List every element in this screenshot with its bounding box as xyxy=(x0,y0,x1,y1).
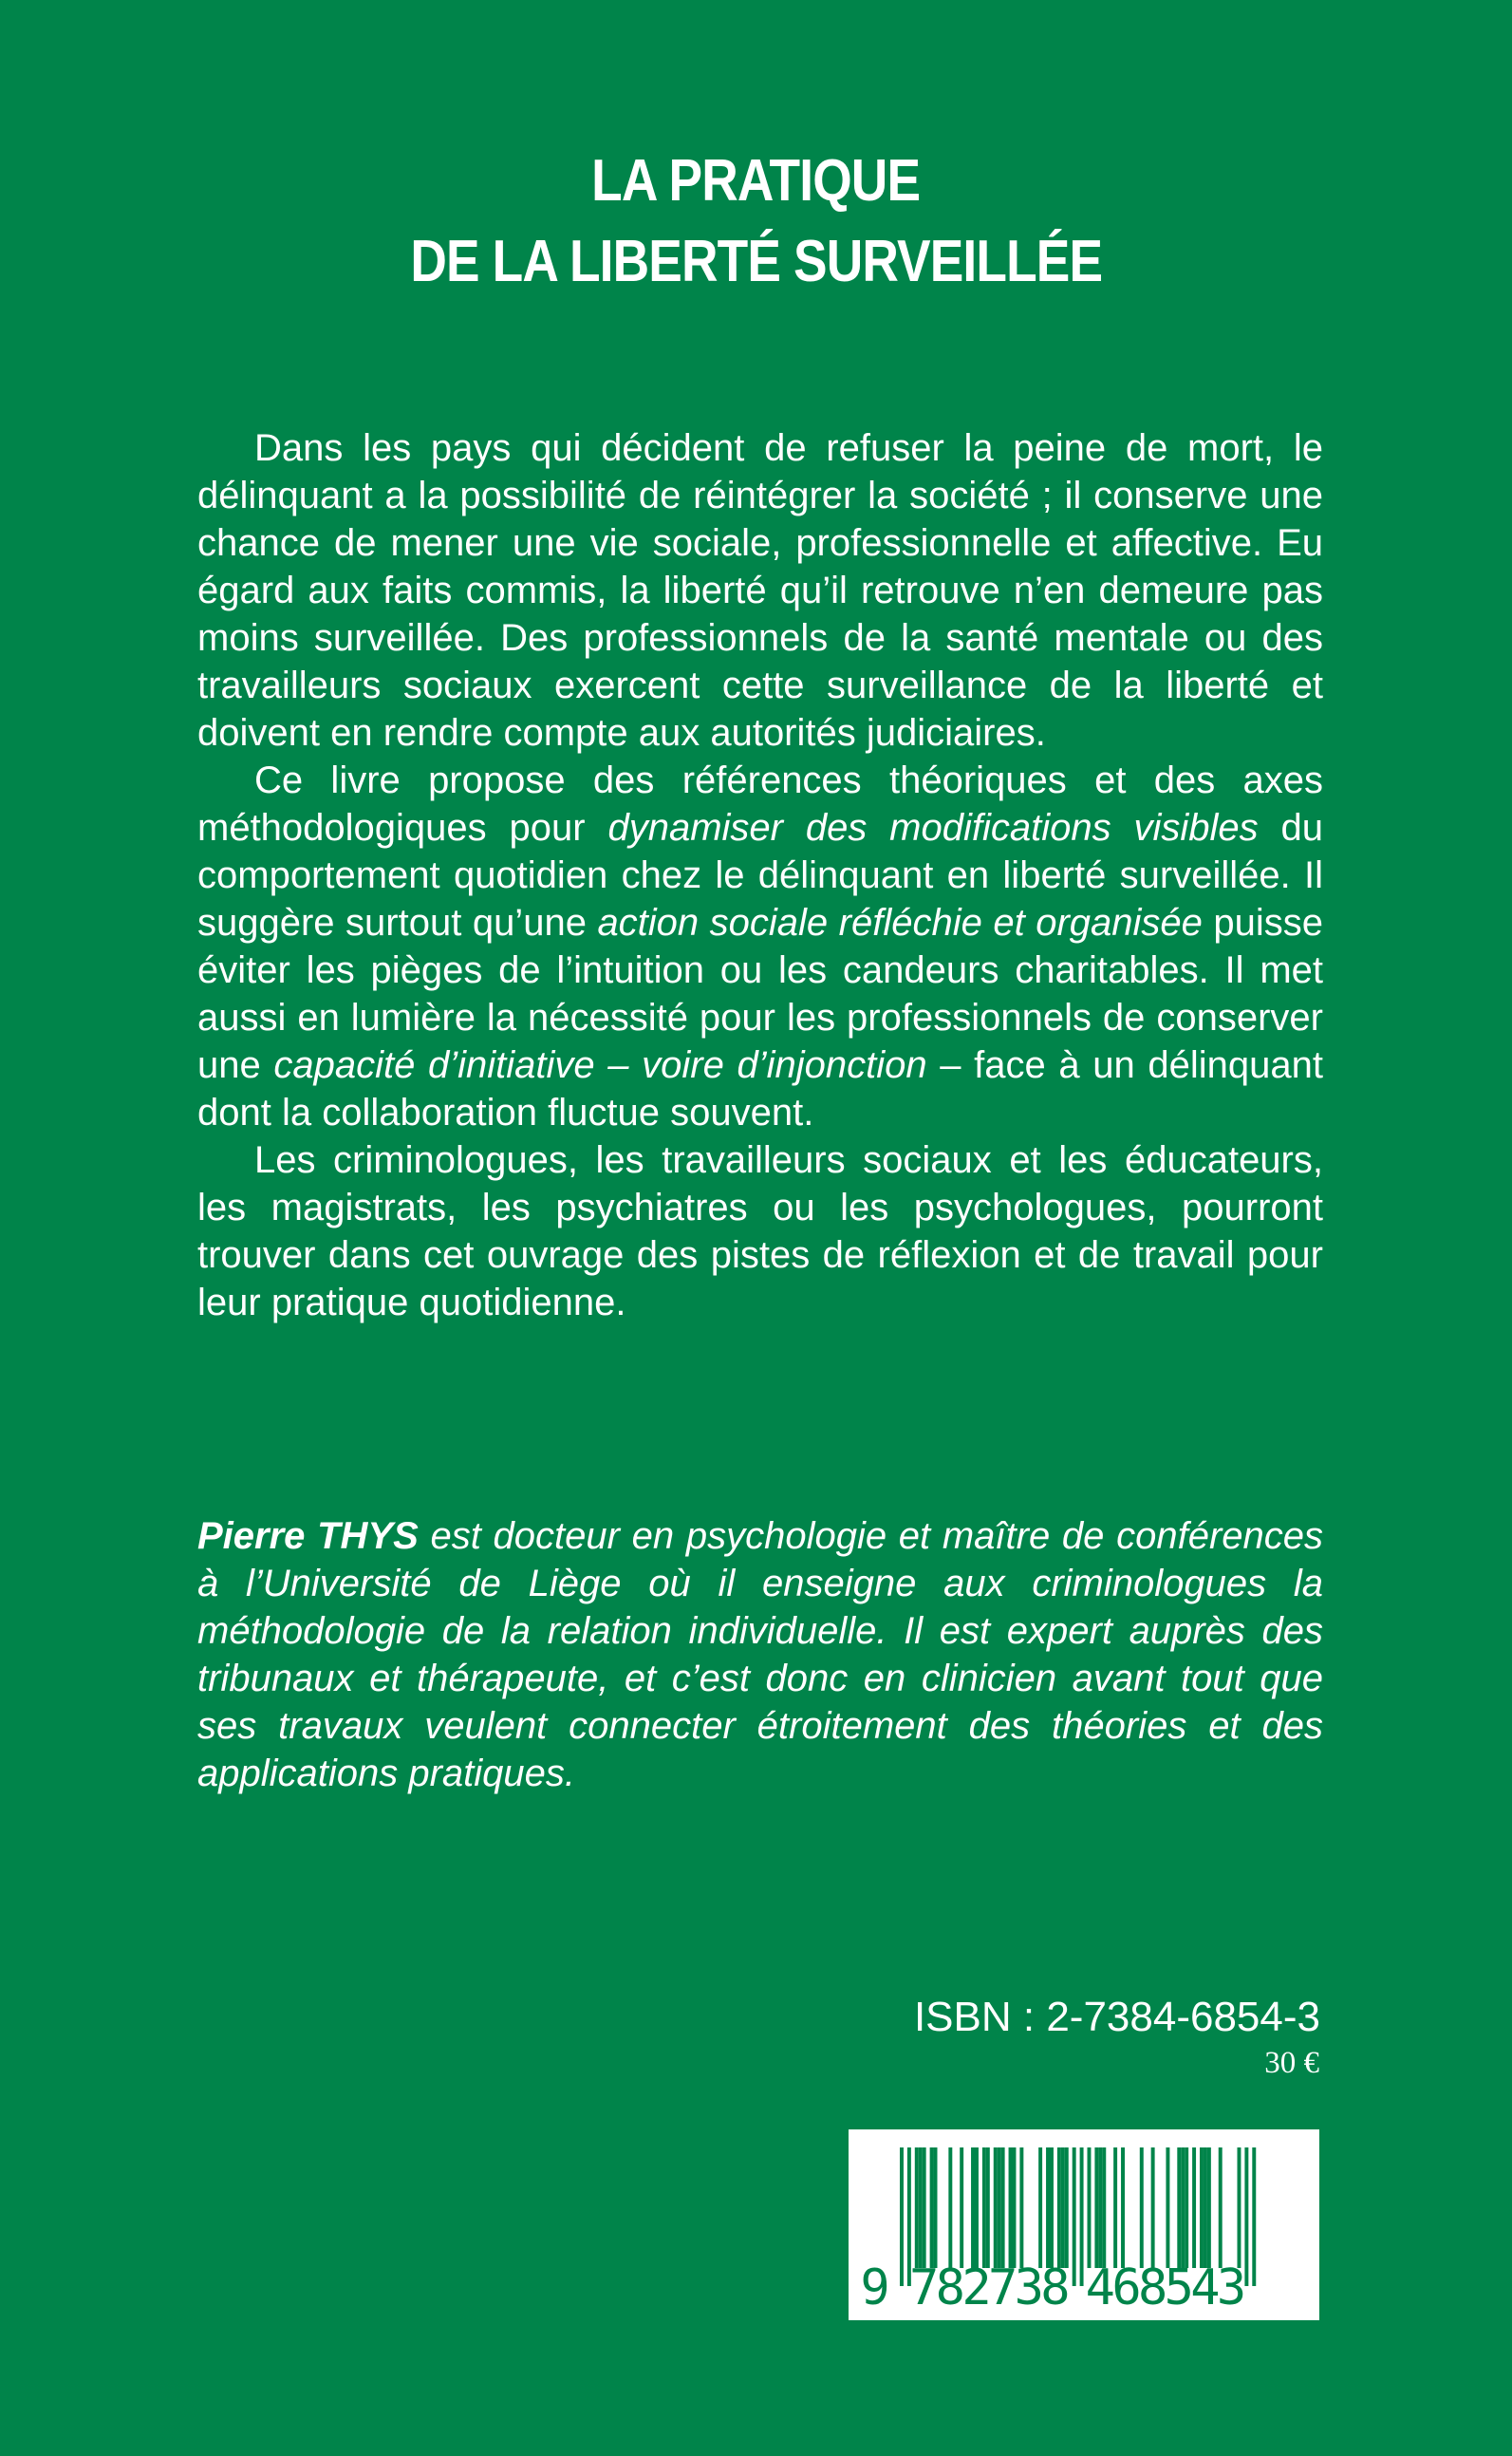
emphasis-text: action sociale réfléchie et organisée xyxy=(597,902,1203,944)
book-title-line-2 xyxy=(0,229,1512,294)
text-segment: du comportement quotidien chez le délinquant en liberté surveillée. Il suggère surtout qu’une xyxy=(197,807,1323,944)
barcode-bar xyxy=(994,2147,998,2268)
barcode-digit: 4 xyxy=(1085,2259,1115,2316)
barcode-bar xyxy=(1252,2147,1256,2286)
price-label: 30 € xyxy=(1264,2046,1319,2080)
barcode-bar xyxy=(982,2147,986,2268)
barcode-bar xyxy=(1140,2147,1144,2268)
paragraph xyxy=(197,1512,1323,1797)
barcode-bar xyxy=(1038,2147,1042,2268)
barcode-bar xyxy=(923,2147,926,2268)
text-segment: Dans les pays qui décident de refuser la peine de mort, le délinquant a la possibilité de réintégrer la société ; il conserve une chance de mener une vie sociale, professionnelle et affective. Eu égard aux faits commis, la liberté qu’il retrouve n’en demeure pas moins surveillée. Des professionnels de la santé mentale ou des travailleurs sociaux exercent cette surveillance de la liberté et doivent en rendre compte aux autorités judiciaires. xyxy=(197,427,1323,754)
barcode-bar xyxy=(1094,2147,1098,2268)
isbn-label: ISBN : 2-7384-6854-3 xyxy=(913,1994,1320,2040)
barcode-bar xyxy=(1204,2147,1207,2268)
barcode-bar xyxy=(1013,2147,1017,2268)
barcode-bar xyxy=(1098,2147,1102,2268)
barcode-digit: 8 xyxy=(1137,2259,1168,2316)
barcode-bar xyxy=(934,2147,938,2268)
text-segment: Ce livre propose des références théoriques et des axes méthodologiques pour xyxy=(197,759,1323,849)
barcode-bar xyxy=(1073,2147,1076,2286)
barcode-bar xyxy=(975,2147,979,2268)
barcode-bars xyxy=(849,2129,1319,2320)
barcode-bar xyxy=(1113,2147,1117,2268)
barcode-bar xyxy=(915,2147,919,2268)
barcode-digit: 3 xyxy=(1216,2259,1247,2316)
barcode-bar xyxy=(1080,2147,1084,2286)
barcode-bar xyxy=(1151,2147,1155,2268)
barcode-bar xyxy=(1185,2147,1188,2268)
emphasis-text: capacité d’initiative – voire d’injonction xyxy=(273,1044,927,1086)
barcode-bar xyxy=(971,2147,975,2268)
title-text: DE LA LIBERTÉ SURVEILLÉE xyxy=(410,229,1102,294)
barcode-digit: 2 xyxy=(961,2259,992,2316)
barcode-bar xyxy=(1166,2147,1169,2268)
barcode-bar xyxy=(1207,2147,1211,2268)
book-title-line-1 xyxy=(0,148,1512,214)
barcode-bar xyxy=(1219,2147,1223,2268)
barcode-digit: 7 xyxy=(987,2259,1018,2316)
barcode-digit: 9 xyxy=(860,2259,890,2316)
barcode-bar xyxy=(1102,2147,1106,2268)
barcode-digit: 8 xyxy=(935,2259,965,2316)
text-segment: Les criminologues, les travailleurs sociaux et les éducateurs, les magistrats, les psychiatres ou les psychologues, pourront trouver dans cet ouvrage des pistes de réflexion et de travail pour leur pratique quotidienne. xyxy=(197,1139,1323,1323)
barcode-bar xyxy=(1046,2147,1050,2268)
barcode-bar xyxy=(900,2147,904,2286)
barcode-bar xyxy=(1121,2147,1125,2268)
emphasis-text: dynamiser des modifications visibles xyxy=(607,807,1259,849)
barcode-bar xyxy=(1050,2147,1054,2268)
barcode-bar xyxy=(1088,2147,1092,2268)
paragraph xyxy=(197,757,1323,1136)
paragraph xyxy=(197,1136,1323,1326)
barcode-bar xyxy=(930,2147,934,2268)
barcode-bar xyxy=(1065,2147,1069,2268)
barcode-bar xyxy=(1019,2147,1023,2268)
barcode-bar xyxy=(1238,2147,1241,2268)
paragraph xyxy=(197,424,1323,757)
barcode-bar xyxy=(919,2147,923,2268)
book-description xyxy=(197,424,1323,1326)
barcode-bar xyxy=(1177,2147,1181,2268)
barcode-digit: 5 xyxy=(1164,2259,1194,2316)
barcode-digit: 8 xyxy=(1040,2259,1071,2316)
barcode-digit: 4 xyxy=(1190,2259,1221,2316)
barcode xyxy=(849,2129,1319,2320)
barcode-bar xyxy=(948,2147,952,2268)
author-bio xyxy=(197,1512,1323,1797)
barcode-digit: 6 xyxy=(1111,2259,1142,2316)
barcode-bar xyxy=(1001,2147,1005,2268)
barcode-bar xyxy=(1181,2147,1185,2268)
title-text: LA PRATIQUE xyxy=(591,148,921,214)
text-segment: – face à un délinquant dont la collaboration fluctue souvent. xyxy=(197,1044,1323,1134)
barcode-bar xyxy=(998,2147,1001,2268)
barcode-bar xyxy=(1009,2147,1013,2268)
barcode-bar xyxy=(986,2147,990,2268)
text-segment: puisse éviter les pièges de l’intuition ou les candeurs charitables. Il met aussi en lumière la nécessité pour les professionnels de conserver une xyxy=(197,902,1324,1086)
barcode-digit: 7 xyxy=(909,2259,940,2316)
author-name: Pierre THYS xyxy=(197,1515,419,1557)
barcode-bar xyxy=(960,2147,963,2268)
text-segment: est docteur en psychologie et maître de conférences à l’Université de Liège où il enseigne aux criminologues la méthodologie de la relation individuelle. Il est expert auprès des tribunaux et thérapeute, et c’est donc en clinicien avant tout que ses travaux veulent connecter étroitement des théories et des applications pratiques. xyxy=(197,1515,1323,1794)
barcode-digit: 3 xyxy=(1014,2259,1044,2316)
barcode-bar xyxy=(1061,2147,1065,2268)
barcode-bar xyxy=(1192,2147,1196,2268)
barcode-bar xyxy=(1057,2147,1061,2268)
barcode-bar xyxy=(1200,2147,1204,2268)
